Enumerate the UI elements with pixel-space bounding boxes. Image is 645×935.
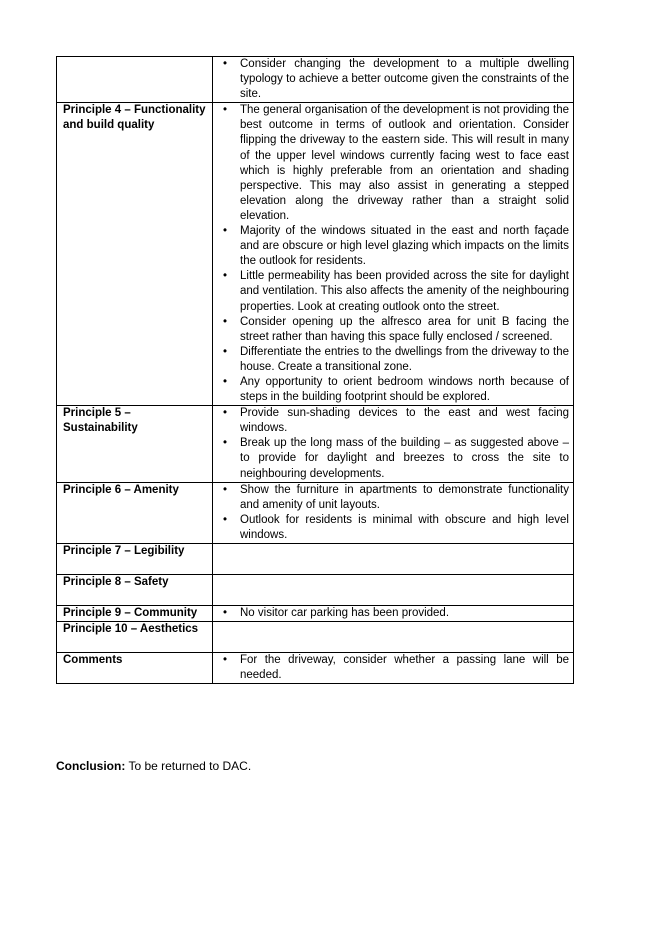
table-row <box>57 606 574 622</box>
principle-comments <box>213 103 574 406</box>
bullet-list <box>219 57 569 102</box>
bullet-list <box>219 103 569 405</box>
table-row <box>57 406 574 482</box>
bullet-item: • Differentiate the entries to the dwellings from the driveway to the house. Create a transitional zone. <box>240 345 569 375</box>
principle-comments <box>213 653 574 684</box>
table-row <box>57 544 574 575</box>
bullet-item: • Break up the long mass of the building – as suggested above – to provide for daylight and breezes to cross the site to neighbouring developments. <box>240 436 569 481</box>
principle-comments <box>213 57 574 103</box>
bullet-item: • For the driveway, consider whether a passing lane will be needed. <box>240 653 569 683</box>
conclusion-heading: Conclusion: <box>56 759 126 773</box>
bullet-list <box>219 483 569 543</box>
table-row <box>57 653 574 684</box>
table-row <box>57 622 574 653</box>
principle-comments <box>213 622 574 653</box>
bullet-item: • No visitor car parking has been provided. <box>240 606 569 621</box>
principle-label: Principle 9 – Community <box>57 606 213 622</box>
bullet-list <box>219 606 569 621</box>
principle-label: Principle 5 – Sustainability <box>57 406 213 482</box>
bullet-list <box>219 653 569 683</box>
principle-label <box>57 57 213 103</box>
table-row <box>57 575 574 606</box>
principle-label: Comments <box>57 653 213 684</box>
conclusion <box>56 759 251 773</box>
conclusion-text: To be returned to DAC. <box>125 759 252 773</box>
principle-comments <box>213 544 574 575</box>
principle-comments <box>213 406 574 482</box>
table-row <box>57 57 574 103</box>
principle-comments <box>213 575 574 606</box>
table-row <box>57 482 574 543</box>
bullet-item: • Outlook for residents is minimal with obscure and high level windows. <box>240 513 569 543</box>
bullet-item: • Little permeability has been provided across the site for daylight and ventilation. This also affects the amenity of the neighbouring properties. Look at creating outlook onto the street. <box>240 269 569 314</box>
principle-comments <box>213 482 574 543</box>
bullet-item: • Consider changing the development to a multiple dwelling typology to achieve a better outcome given the constraints of the site. <box>240 57 569 102</box>
bullet-item: • Majority of the windows situated in the east and north façade and are obscure or high level glazing which impacts on the limits the outlook for residents. <box>240 224 569 269</box>
bullet-item: • Consider opening up the alfresco area for unit B facing the street rather than having this space fully enclosed / screened. <box>240 315 569 345</box>
table-body <box>57 57 574 684</box>
bullet-list <box>219 406 569 481</box>
principle-label: Principle 6 – Amenity <box>57 482 213 543</box>
principle-label: Principle 7 – Legibility <box>57 544 213 575</box>
bullet-item: • Provide sun-shading devices to the east and west facing windows. <box>240 406 569 436</box>
design-review-table <box>56 56 574 684</box>
principle-label: Principle 10 – Aesthetics <box>57 622 213 653</box>
principle-comments <box>213 606 574 622</box>
principle-label: Principle 8 – Safety <box>57 575 213 606</box>
bullet-item: • Show the furniture in apartments to demonstrate functionality and amenity of unit layouts. <box>240 483 569 513</box>
table-row <box>57 103 574 406</box>
bullet-item: • The general organisation of the development is not providing the best outcome in terms of outlook and orientation. Consider flipping the driveway to the eastern side. This will result in many of the upper level windows currently facing west to face east which is highly preferable from an orientation and shading perspective. This may also assist in generating a stepped elevation along the driveway rather than a straight solid elevation. <box>240 103 569 224</box>
principle-label: Principle 4 – Functionality and build quality <box>57 103 213 406</box>
bullet-item: • Any opportunity to orient bedroom windows north because of steps in the building footprint should be explored. <box>240 375 569 405</box>
